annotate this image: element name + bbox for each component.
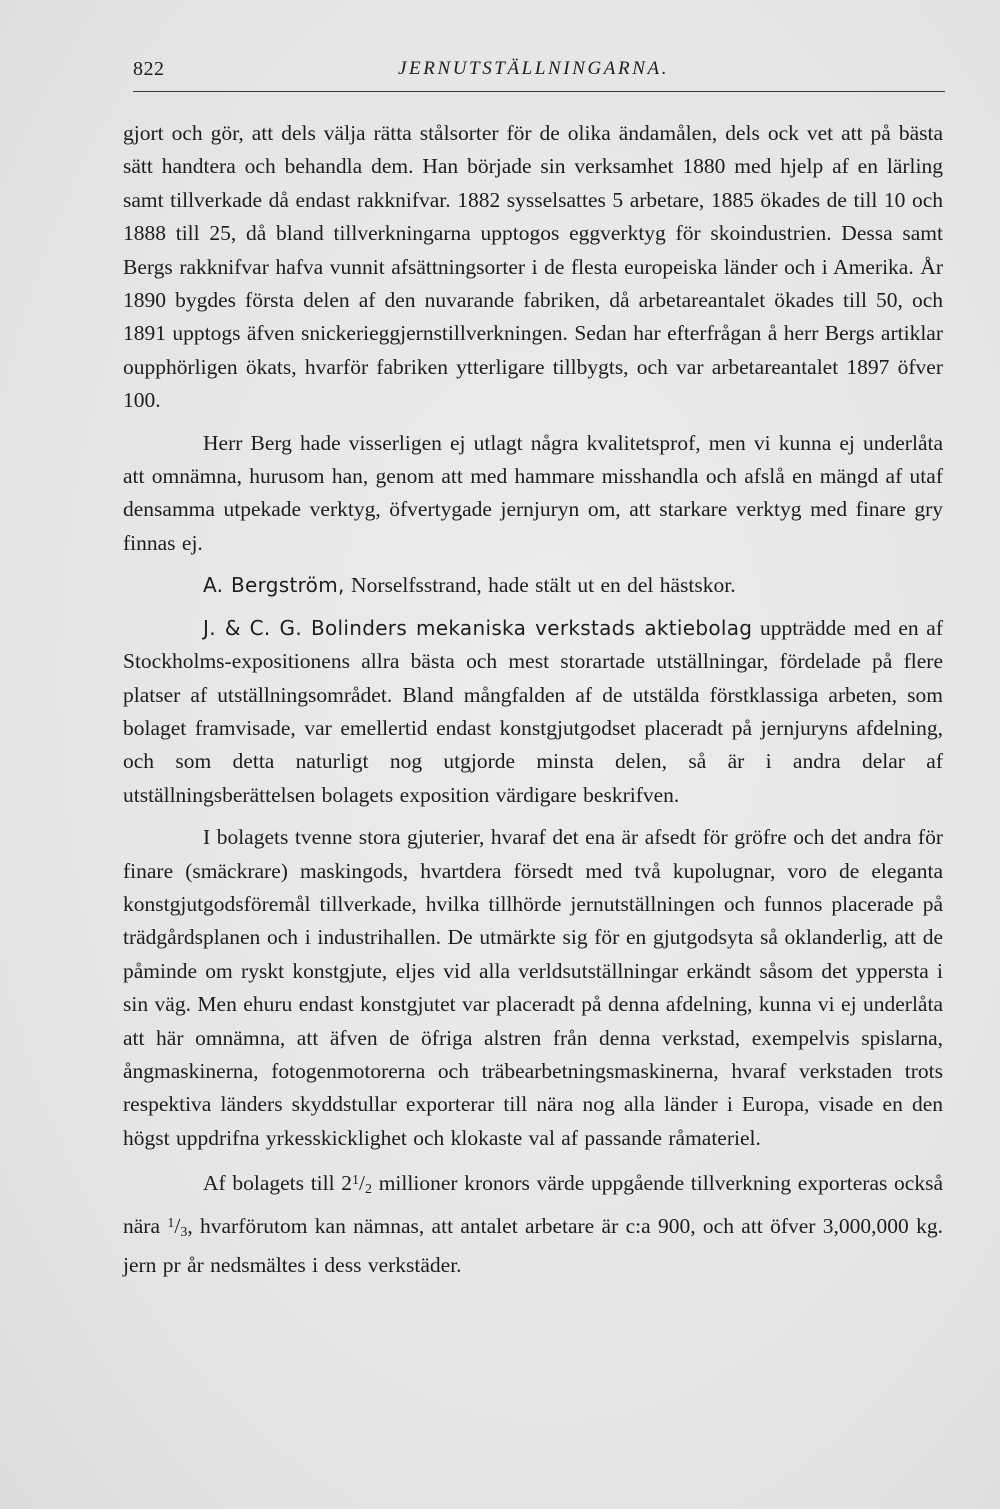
paragraph-1: gjort och gör, att dels välja rätta stålsorter för de olika ändamålen, dels ock vet att på bästa sätt handtera och behandla dem. Han började sin verksamhet 1880 med hjelp af en lärling samt tillverkade då endast rakknifvar. 1882 sysselsattes 5 arbetare, 1885 ökades de till 10 och 1888 till 25, då bland tillverkningarna upptogos eggverktyg för skoindustrien. Dessa samt Bergs rakknifvar hafva vunnit afsättningsorter i de flesta europeiska länder och i Amerika. År 1890 bygdes första delen af den nuvarande fabriken, då arbetareantalet ökades till 50, och 1891 upptogs äfven snickerieggjernstillverkningen. Sedan har efterfrågan å herr Bergs artiklar oupphörligen ökats, hvarför fabriken ytterligare tillbygts, och var arbetareantalet 1897 öfver 100. [123, 121, 943, 413]
company-name-bergstrom: A. Bergström, [203, 573, 345, 598]
fraction-denominator: 3 [180, 1224, 188, 1240]
paragraph-2: Herr Berg hade visserligen ej utlagt några kvalitetsprof, men vi kunna ej underlåta att omnämna, hurusom han, genom att med hammare misshandla och afslå en mängd af utaf densamma utpekade verktyg, öfvertygade jernjuryn om, att starkare verktyg med finare gry finnas ej. [123, 430, 943, 555]
paragraph-3 [123, 569, 943, 602]
page-header [133, 58, 938, 88]
page-number: 822 [133, 58, 165, 80]
paragraph-5: I bolagets tvenne stora gjuterier, hvaraf det ena är afsedt för gröfre och det andra för finare (smäckrare) maskingods, hvartdera försedt med två kupolugnar, voro de eleganta konstgjutgodsföremål tillverkade, hvilka tillhörde jernutställningen och funnos placerade på trädgårdsplanen och i industrihallen. De utmärkte sig för en gjutgodsyta så oklanderlig, att de påminde om ryskt konstgjute, eljes vid alla verldsutställningar erkändt såsom det yppersta i sin väg. Men ehuru endast konstgjutet var placeradt på denna afdelning, kunna vi ej underlåta att här omnämna, att äfven de öfriga alstren från denna verkstad, exempelvis spislarna, ångmaskinerna, fotogenmotorerna och träbearbetningsmaskinerna, hvaraf verkstaden trots respektiva länders skyddstullar exporterar till nära nog alla länder i Europa, visade en den högst uppdrifna yrkesskicklighet och klokaste val af passande råmateriel. [123, 825, 943, 1150]
fraction-numerator: 1 [352, 1173, 360, 1189]
paragraph-3-text: Norselfsstrand, hade stält ut en del hästskor. [344, 573, 736, 598]
paragraph-4-text: uppträdde med en af Stockholms-expositionens allra bästa och mest storartade utställningar, fördelade på flere platser af utställningsområdet. Bland mångfalden af de utstälda förstklassiga arbeten, som bolaget framvisade, var emellertid endast konstgjutgodset placeradt på jernjuryns afdelning, och som detta naturligt nog utgjorde minsta delen, så är i andra delar af utställningsberättelsen bolagets exposition värdigare beskrifven. [123, 615, 943, 807]
running-title: JERNUTSTÄLLNINGARNA. [398, 58, 670, 79]
company-name-bolinders: J. & C. G. Bolinders mekaniska verkstads aktiebolag [203, 615, 753, 640]
header-rule [133, 91, 945, 92]
paragraph-6-text-b: millioner kronors värde uppgående tillverkning exporteras också nära [123, 1171, 943, 1238]
paragraph-4 [123, 612, 943, 812]
paragraph-6-text-c: , hvarförutom kan nämnas, att antalet arbetare är c:a 900, och att öfver 3,000,000 kg. jern pr år nedsmältes i dess verkstäder. [123, 1213, 943, 1277]
fraction-numerator: 1 [167, 1215, 175, 1231]
paragraph-6-text-a: Af bolagets till 2 [203, 1171, 353, 1196]
fraction-denominator: 2 [365, 1182, 373, 1198]
paragraph-6: Af bolagets till $2^1/2$ millioner kronors värde uppgående tillverkning exporteras också nära $^1$/3, hvarförutom kan nämnas, att antalet arbetare är c:a 900, och att öfver 3,000,000 kg. jern pr år nedsmältes i dess verkstäder. [123, 1171, 943, 1277]
body-text [123, 117, 943, 1282]
